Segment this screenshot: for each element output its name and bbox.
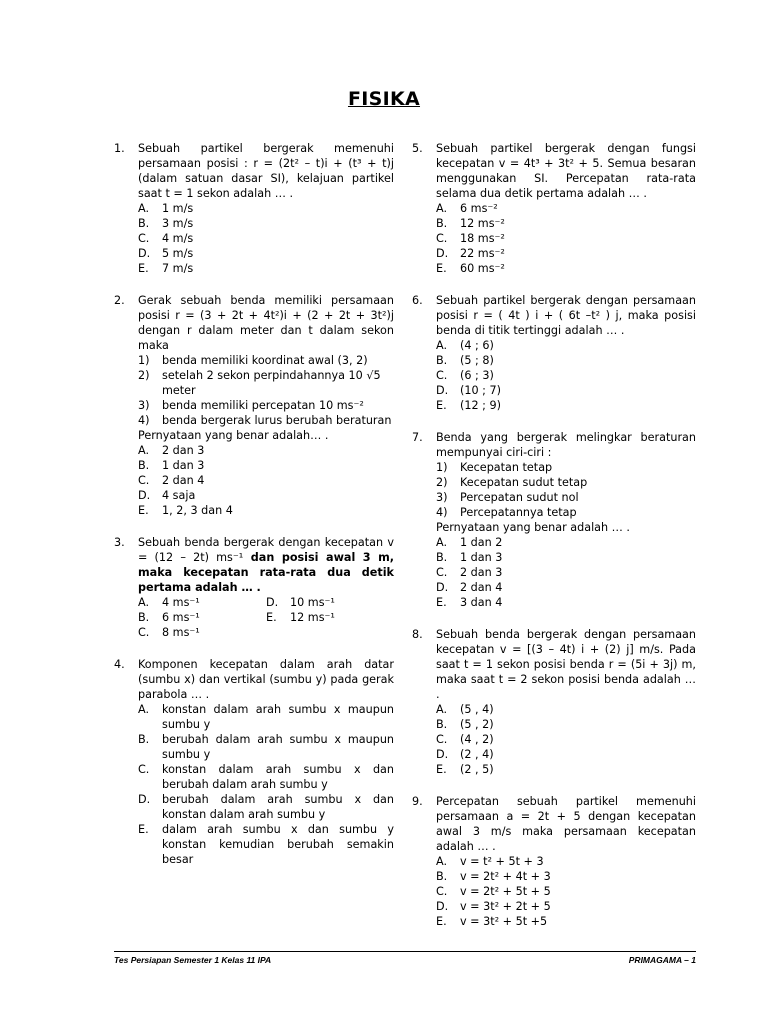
option-c[interactable] xyxy=(436,732,696,747)
option-text: konstan dalam arah sumbu x dan berubah dalam arah sumbu y xyxy=(162,763,394,791)
option-e[interactable] xyxy=(436,762,696,777)
option-b[interactable] xyxy=(138,458,394,473)
question-stem: Benda yang bergerak melingkar beraturan mempunyai ciri-ciri : xyxy=(436,431,696,459)
stem-normal-text: Sebuah benda bergerak dengan kecepatan v = (12 – 2t) ms⁻¹ xyxy=(138,536,394,564)
question-7 xyxy=(412,430,696,610)
statement-4 xyxy=(138,413,394,428)
question-number: 3. xyxy=(114,536,125,549)
option-label: D. xyxy=(138,247,151,260)
option-label: D. xyxy=(266,596,279,609)
option-text: 1 dan 3 xyxy=(162,459,205,472)
option-text: 12 ms⁻¹ xyxy=(290,611,335,624)
question-3 xyxy=(114,535,394,640)
option-d[interactable] xyxy=(138,488,394,503)
option-label: E. xyxy=(138,823,149,836)
option-label: A. xyxy=(436,703,448,716)
options-list xyxy=(138,702,394,867)
option-text: (2 , 4) xyxy=(460,748,494,761)
option-label: B. xyxy=(138,459,150,472)
options-list xyxy=(436,854,696,929)
question-number: 2. xyxy=(114,294,125,307)
option-label: E. xyxy=(436,399,447,412)
question-5 xyxy=(412,141,696,276)
question-stem: Komponen kecepatan dalam arah datar (sumbu x) dan vertikal (sumbu y) pada gerak parabola … . xyxy=(138,658,394,701)
statement-1 xyxy=(138,353,394,368)
option-b[interactable] xyxy=(436,717,696,732)
option-c[interactable] xyxy=(436,565,696,580)
option-text: v = 2t² + 5t + 5 xyxy=(460,885,551,898)
statement-text: Percepatan sudut nol xyxy=(460,491,579,504)
question-stem: Percepatan sebuah partikel memenuhi persamaan a = 2t + 5 dengan kecepatan awal 3 m/s maka persamaan kecepatan adalah … . xyxy=(436,795,696,853)
option-text: (5 , 2) xyxy=(460,718,494,731)
option-a[interactable] xyxy=(138,595,266,610)
option-label: C. xyxy=(138,763,150,776)
question-stem: Sebuah partikel bergerak memenuhi persamaan posisi : r = (2t² – t)i + (t³ + t)j (dalam satuan dasar SI), kelajuan partikel saat t = 1 sekon adalah … . xyxy=(138,142,394,200)
statement-3 xyxy=(138,398,394,413)
option-d[interactable] xyxy=(138,246,394,261)
option-text: (4 , 2) xyxy=(460,733,494,746)
question-number: 6. xyxy=(412,294,423,307)
option-a[interactable] xyxy=(138,201,394,216)
question-8 xyxy=(412,627,696,777)
option-label: E. xyxy=(436,596,447,609)
option-text: 4 saja xyxy=(162,489,196,502)
option-d[interactable] xyxy=(266,595,394,610)
option-label: B. xyxy=(138,611,150,624)
question-9 xyxy=(412,794,696,929)
option-text: 60 ms⁻² xyxy=(460,262,505,275)
option-label: E. xyxy=(436,763,447,776)
option-a[interactable] xyxy=(436,201,696,216)
question-number: 7. xyxy=(412,431,423,444)
option-label: B. xyxy=(436,551,448,564)
question-4 xyxy=(114,657,394,867)
option-text: berubah dalam arah sumbu x dan konstan dalam arah sumbu y xyxy=(162,793,394,821)
option-e[interactable] xyxy=(138,503,394,518)
option-e[interactable] xyxy=(266,610,394,625)
option-text: v = 3t² + 5t +5 xyxy=(460,915,548,928)
option-e[interactable] xyxy=(436,261,696,276)
option-label: C. xyxy=(138,626,150,639)
statement-text: Kecepatan tetap xyxy=(460,461,553,474)
statement-label: 3) xyxy=(138,399,150,412)
option-e[interactable] xyxy=(138,822,394,867)
option-c[interactable] xyxy=(138,762,394,792)
option-d[interactable] xyxy=(436,747,696,762)
option-label: C. xyxy=(138,474,150,487)
option-b[interactable] xyxy=(436,353,696,368)
option-text: dalam arah sumbu x dan sumbu y konstan kemudian berubah semakin besar xyxy=(162,823,394,866)
option-text: 1 dan 3 xyxy=(460,551,503,564)
question-number: 4. xyxy=(114,658,125,671)
option-d[interactable] xyxy=(436,383,696,398)
option-label: C. xyxy=(436,566,448,579)
option-a[interactable] xyxy=(436,854,696,869)
question-6 xyxy=(412,293,696,413)
question-number: 5. xyxy=(412,142,423,155)
options-list xyxy=(138,443,394,518)
option-text: 8 ms⁻¹ xyxy=(162,626,200,639)
statement-1 xyxy=(436,460,696,475)
option-text: 6 ms⁻² xyxy=(460,202,498,215)
question-number: 1. xyxy=(114,142,125,155)
option-label: D. xyxy=(138,489,151,502)
option-text: 1, 2, 3 dan 4 xyxy=(162,504,233,517)
statement-2 xyxy=(436,475,696,490)
option-label: E. xyxy=(138,262,149,275)
option-text: berubah dalam arah sumbu x maupun sumbu y xyxy=(162,733,394,761)
option-label: C. xyxy=(138,232,150,245)
option-label: B. xyxy=(436,718,448,731)
question-stem: Gerak sebuah benda memiliki persamaan posisi r = (3 + 2t + 4t²)i + (2 + 2t + 3t²)j dengan r dalam meter dan t dalam sekon maka xyxy=(138,294,394,352)
option-a[interactable] xyxy=(436,535,696,550)
option-e[interactable] xyxy=(436,914,696,929)
question-prompt: Pernyataan yang benar adalah… . xyxy=(138,429,329,442)
option-e[interactable] xyxy=(138,261,394,276)
option-label: A. xyxy=(436,339,448,352)
option-label: A. xyxy=(138,596,150,609)
question-prompt: Pernyataan yang benar adalah … . xyxy=(436,521,630,534)
statement-3 xyxy=(436,490,696,505)
option-d[interactable] xyxy=(436,580,696,595)
statement-text: setelah 2 sekon perpindahannya 10 √5 meter xyxy=(162,369,381,397)
question-2 xyxy=(114,293,394,518)
option-label: E. xyxy=(138,504,149,517)
option-text: (10 ; 7) xyxy=(460,384,501,397)
footer-divider xyxy=(114,951,696,952)
page-title: FISIKA xyxy=(347,88,421,110)
option-text: 1 dan 2 xyxy=(460,536,503,549)
option-label: E. xyxy=(436,915,447,928)
options-list xyxy=(436,201,696,276)
left-column xyxy=(114,141,394,884)
footer-left-text: Tes Persiapan Semester 1 Kelas 11 IPA xyxy=(114,955,272,965)
statement-label: 3) xyxy=(436,491,448,504)
question-stem xyxy=(138,535,394,595)
statement-text: Kecepatan sudut tetap xyxy=(460,476,588,489)
option-text: (12 ; 9) xyxy=(460,399,501,412)
option-label: B. xyxy=(436,870,448,883)
option-text: konstan dalam arah sumbu x maupun sumbu y xyxy=(162,703,394,731)
options-list xyxy=(138,201,394,276)
option-label: A. xyxy=(138,703,150,716)
option-label: D. xyxy=(138,793,151,806)
option-text: (6 ; 3) xyxy=(460,369,494,382)
statement-text: Percepatannya tetap xyxy=(460,506,577,519)
option-label: B. xyxy=(436,354,448,367)
option-d[interactable] xyxy=(138,792,394,822)
option-text: v = 3t² + 2t + 5 xyxy=(460,900,551,913)
option-text: 5 m/s xyxy=(162,247,194,260)
option-text: 22 ms⁻² xyxy=(460,247,505,260)
option-b[interactable] xyxy=(138,610,266,625)
option-text: 2 dan 4 xyxy=(162,474,205,487)
options-list xyxy=(436,338,696,413)
option-label: A. xyxy=(138,444,150,457)
option-c[interactable] xyxy=(138,231,394,246)
option-text: v = t² + 5t + 3 xyxy=(460,855,544,868)
option-text: 10 ms⁻¹ xyxy=(290,596,335,609)
footer-right-text: PRIMAGAMA – 1 xyxy=(628,955,696,965)
option-c[interactable] xyxy=(436,368,696,383)
option-text: (5 , 4) xyxy=(460,703,494,716)
option-text: 12 ms⁻² xyxy=(460,217,505,230)
option-b[interactable] xyxy=(436,869,696,884)
option-a[interactable] xyxy=(138,443,394,458)
option-label: B. xyxy=(436,217,448,230)
statement-label: 2) xyxy=(436,476,448,489)
option-label: B. xyxy=(138,217,150,230)
option-text: 18 ms⁻² xyxy=(460,232,505,245)
option-e[interactable] xyxy=(436,398,696,413)
statement-2 xyxy=(138,368,394,398)
option-b[interactable] xyxy=(138,732,394,762)
question-stem: Sebuah partikel bergerak dengan fungsi kecepatan v = 4t³ + 3t² + 5. Semua besaran menggunakan SI. Percepatan rata-rata selama dua detik pertama adalah … . xyxy=(436,142,696,200)
stem-bold-text: dan posisi awal 3 m, maka kecepatan rata-rata dua detik pertama adalah … . xyxy=(138,551,395,594)
option-text: 4 ms⁻¹ xyxy=(162,596,200,609)
option-label: D. xyxy=(436,581,449,594)
statement-label: 2) xyxy=(138,369,150,382)
option-text: 2 dan 3 xyxy=(162,444,205,457)
question-number: 9. xyxy=(412,795,423,808)
option-c[interactable] xyxy=(138,473,394,488)
option-a[interactable] xyxy=(436,702,696,717)
statement-label: 4) xyxy=(436,506,448,519)
statement-label: 4) xyxy=(138,414,150,427)
option-text: 4 m/s xyxy=(162,232,194,245)
statement-label: 1) xyxy=(138,354,150,367)
right-column xyxy=(412,141,696,946)
statement-text: benda memiliki koordinat awal (3, 2) xyxy=(162,354,368,367)
option-b[interactable] xyxy=(436,216,696,231)
option-label: A. xyxy=(436,536,448,549)
question-number: 8. xyxy=(412,628,423,641)
option-text: (5 ; 8) xyxy=(460,354,494,367)
statement-label: 1) xyxy=(436,461,448,474)
option-e[interactable] xyxy=(436,595,696,610)
option-c[interactable] xyxy=(436,231,696,246)
statement-text: benda memiliki percepatan 10 ms⁻² xyxy=(162,399,364,412)
option-label: C. xyxy=(436,232,448,245)
option-label: A. xyxy=(436,855,448,868)
option-b[interactable] xyxy=(138,216,394,231)
option-label: D. xyxy=(436,247,449,260)
statement-text: benda bergerak lurus berubah beraturan xyxy=(162,414,392,427)
option-b[interactable] xyxy=(436,550,696,565)
option-label: D. xyxy=(436,900,449,913)
options-list xyxy=(138,595,394,640)
option-d[interactable] xyxy=(436,899,696,914)
option-label: D. xyxy=(436,748,449,761)
option-text: 3 m/s xyxy=(162,217,194,230)
option-label: E. xyxy=(436,262,447,275)
question-stem: Sebuah benda bergerak dengan persamaan kecepatan v = [(3 – 4t) i + (2) j] m/s. Pada saat t = 1 sekon posisi benda r = (5i + 3j) m, maka saat t = 2 sekon posisi benda adalah … . xyxy=(436,628,696,701)
option-label: B. xyxy=(138,733,150,746)
option-text: 7 m/s xyxy=(162,262,194,275)
option-text: v = 2t² + 4t + 3 xyxy=(460,870,551,883)
option-label: E. xyxy=(266,611,277,624)
option-a[interactable] xyxy=(436,338,696,353)
option-label: C. xyxy=(436,733,448,746)
option-text: (4 ; 6) xyxy=(460,339,494,352)
option-label: A. xyxy=(138,202,150,215)
options-list xyxy=(436,535,696,610)
option-label: C. xyxy=(436,369,448,382)
options-list xyxy=(436,702,696,777)
option-text: 1 m/s xyxy=(162,202,194,215)
question-1 xyxy=(114,141,394,276)
option-d[interactable] xyxy=(436,246,696,261)
option-c[interactable] xyxy=(138,625,266,640)
option-c[interactable] xyxy=(436,884,696,899)
option-text: (2 , 5) xyxy=(460,763,494,776)
option-label: C. xyxy=(436,885,448,898)
option-text: 2 dan 4 xyxy=(460,581,503,594)
option-text: 6 ms⁻¹ xyxy=(162,611,200,624)
option-label: A. xyxy=(436,202,448,215)
statement-4 xyxy=(436,505,696,520)
option-a[interactable] xyxy=(138,702,394,732)
option-text: 2 dan 3 xyxy=(460,566,503,579)
option-label: D. xyxy=(436,384,449,397)
question-stem: Sebuah partikel bergerak dengan persamaan posisi r = ( 4t ) i + ( 6t –t² ) j, maka posisi benda di titik tertinggi adalah … . xyxy=(436,294,696,337)
option-text: 3 dan 4 xyxy=(460,596,503,609)
